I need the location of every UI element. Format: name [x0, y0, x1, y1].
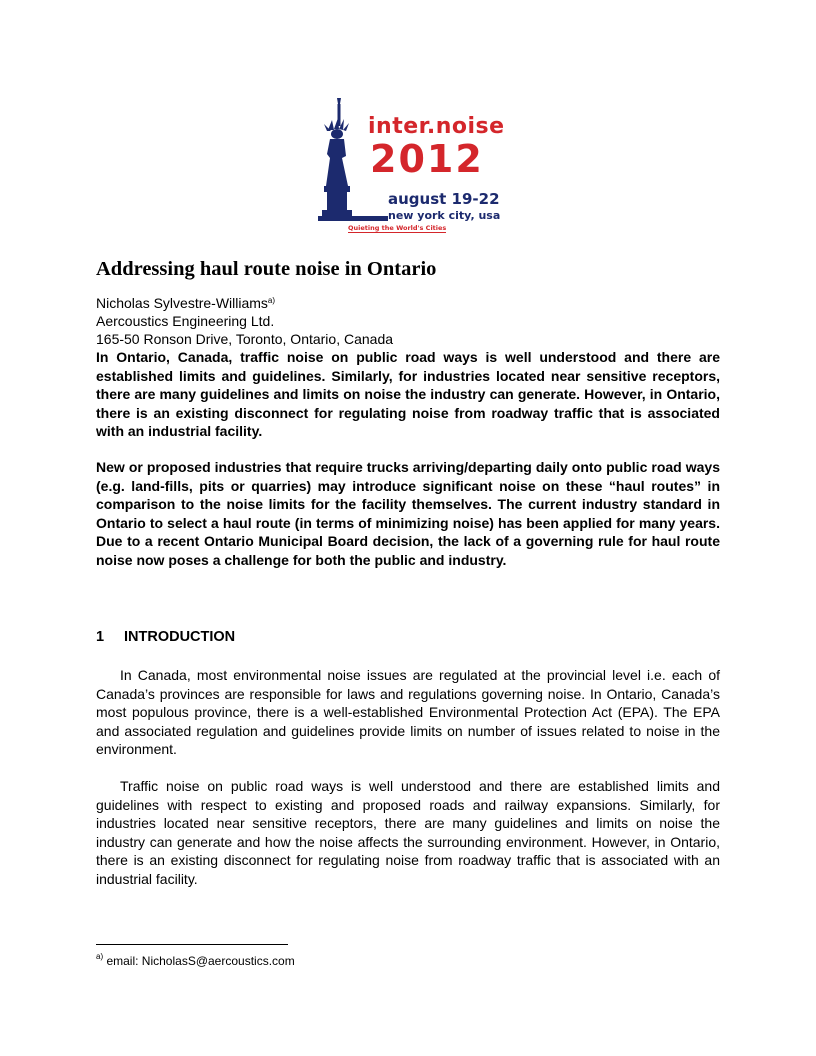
logo-text-dates: august 19-22 [388, 190, 500, 208]
section-number: 1 [96, 629, 105, 645]
logo-text-location: new york city, usa [388, 209, 501, 222]
author-address: 165-50 Ronson Drive, Toronto, Ontario, Canada [96, 331, 394, 347]
author-line [96, 294, 393, 312]
logo-text-internoise: inter.noise [368, 114, 505, 139]
body-paragraph: Traffic noise on public road ways is well understood and there are established limits and guidelines with respect to existing and proposed roads and railway expansions. Similarly, for industries located near sensitive receptors, there are many guidelines and limits on noise the industry can generate and how the noise affects the surrounding environment. However, in Ontario, there is an existing disconnect for regulating noise from roadway traffic that is associated with an industrial facility. [96, 778, 720, 887]
author-block [96, 294, 393, 348]
section-title: INTRODUCTION [124, 629, 236, 645]
logo-text-year: 2012 [370, 137, 484, 181]
logo-tagline: Quieting the World's Cities [348, 224, 447, 232]
paper-title: Addressing haul route noise in Ontario [96, 258, 437, 280]
footnote-text: email: NicholasS@aercoustics.com [103, 954, 295, 968]
body-paragraph: In Canada, most environmental noise issues are regulated at the provincial level i.e. each of Canada’s provinces are responsible for laws and regulations governing noise. In Ontario, Canada’s most populous province, there is a well-established Environmental Protection Act (EPA). The EPA and associated regulation and guidelines provide limits on number of issues related to noise in the environment. [96, 667, 720, 757]
author-name: Nicholas Sylvestre-Williams [96, 295, 268, 311]
footnote-marker: a) [96, 952, 104, 961]
footnote [96, 954, 295, 968]
author-footnote-marker: a) [267, 296, 276, 305]
author-affiliation: Aercoustics Engineering Ltd. [96, 313, 275, 329]
conference-logo [318, 96, 508, 246]
section-heading [96, 629, 235, 645]
abstract-paragraph: In Ontario, Canada, traffic noise on public road ways is well understood and there are established limits and guidelines. Similarly, for industries located near sensitive receptors, there are many guidelines and limits on noise the industry can generate. However, in Ontario, there is an existing disconnect for regulating noise from roadway traffic that is associated with an industrial facility. [96, 349, 720, 439]
abstract-paragraph: New or proposed industries that require trucks arriving/departing daily onto public road ways (e.g. land-fills, pits or quarries) may introduce significant noise on these “haul routes” in comparison to the noise limits for the facility themselves. The current industry standard in Ontario to select a haul route (in terms of minimizing noise) has been applied for many years. Due to a recent Ontario Municipal Board decision, the lack of a governing rule for haul route noise now poses a challenge for both the public and industry. [96, 459, 720, 568]
footnote-divider [96, 944, 288, 945]
